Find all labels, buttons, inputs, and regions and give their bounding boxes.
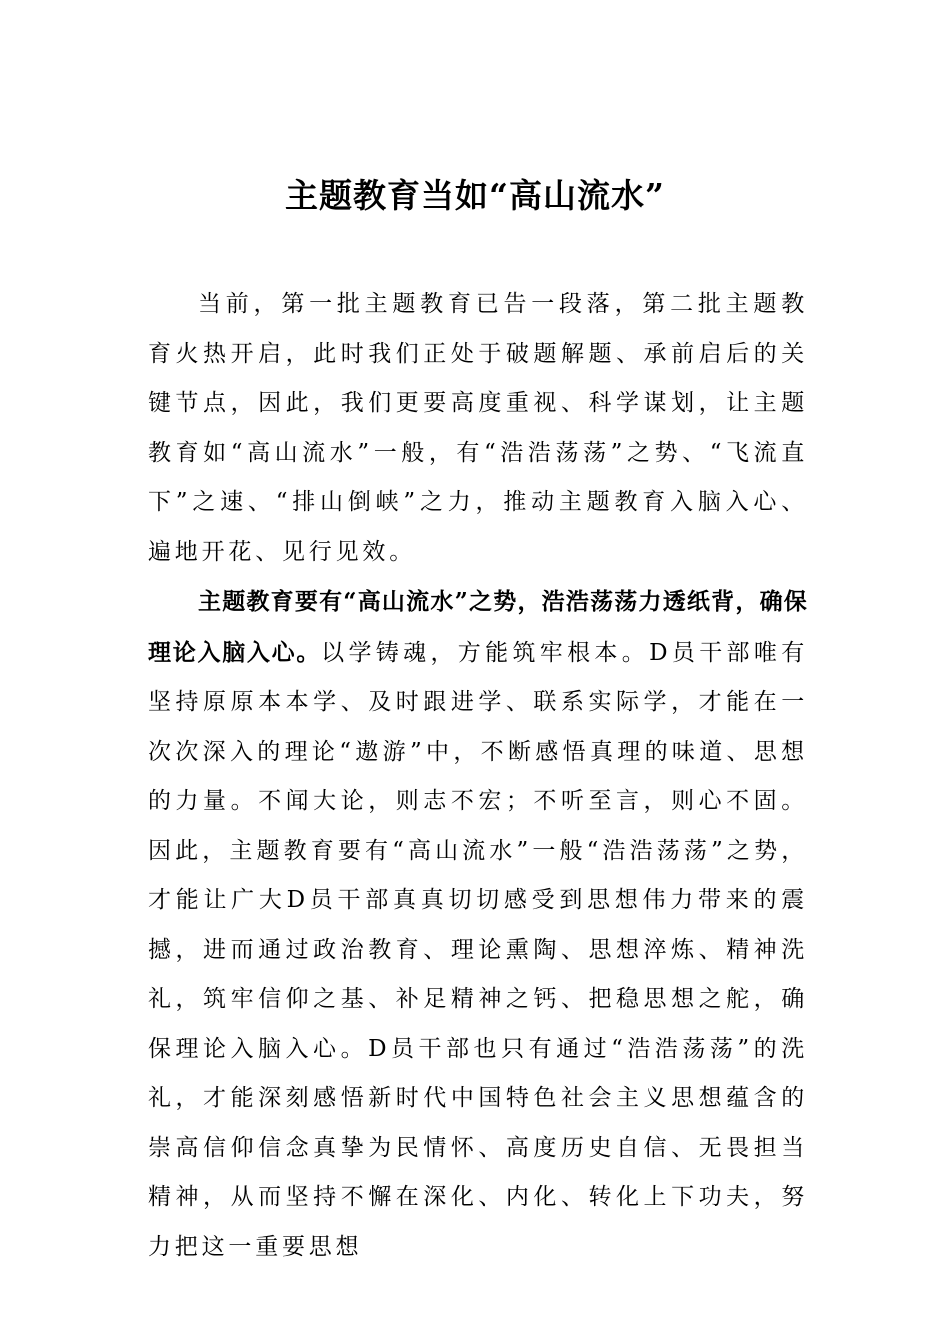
paragraph-2 xyxy=(148,577,808,1272)
paragraph-2-bold-lead: 主题教育要有“高山流水”之势，浩浩荡荡力透纸背，确保理论入脑入心。 xyxy=(148,588,808,666)
document-title: 主题教育当如“高山流水” xyxy=(285,176,665,215)
paragraph-2-text: 以学铸魂，方能筑牢根本。D员干部唯有坚持原原本本学、及时跟进学、联系实际学，才能在一次次深入的理论“遨游”中，不断感悟真理的味道、思想的力量。不闻大论，则志不宏；不听至言，则心不固。因此，主题教育要有“高山流水”一般“浩浩荡荡”之势，才能让广大D员干部真真切切感受到思想伟力带来的震撼，进而通过政治教育、理论熏陶、思想淬炼、精神洗礼，筑牢信仰之基、补足精神之钙、把稳思想之舵，确保理论入脑入心。D员干部也只有通过“浩浩荡荡”的洗礼，才能深刻感悟新时代中国特色社会主义思想蕴含的崇高信仰信念真挚为民情怀、高度历史自信、无畏担当精神，从而坚持不懈在深化、内化、转化上下功夫，努力把这一重要思想 xyxy=(148,639,808,1260)
paragraph-1 xyxy=(148,280,808,577)
document-body xyxy=(148,280,808,1272)
paragraph-1-text: 当前，第一批主题教育已告一段落，第二批主题教育火热开启，此时我们正处于破题解题、承前启后的关键节点，因此，我们更要高度重视、科学谋划，让主题教育如“高山流水”一般，有“浩浩荡荡”之势、“飞流直下”之速、“排山倒峡”之力，推动主题教育入脑入心、遍地开花、见行见效。 xyxy=(148,291,808,565)
